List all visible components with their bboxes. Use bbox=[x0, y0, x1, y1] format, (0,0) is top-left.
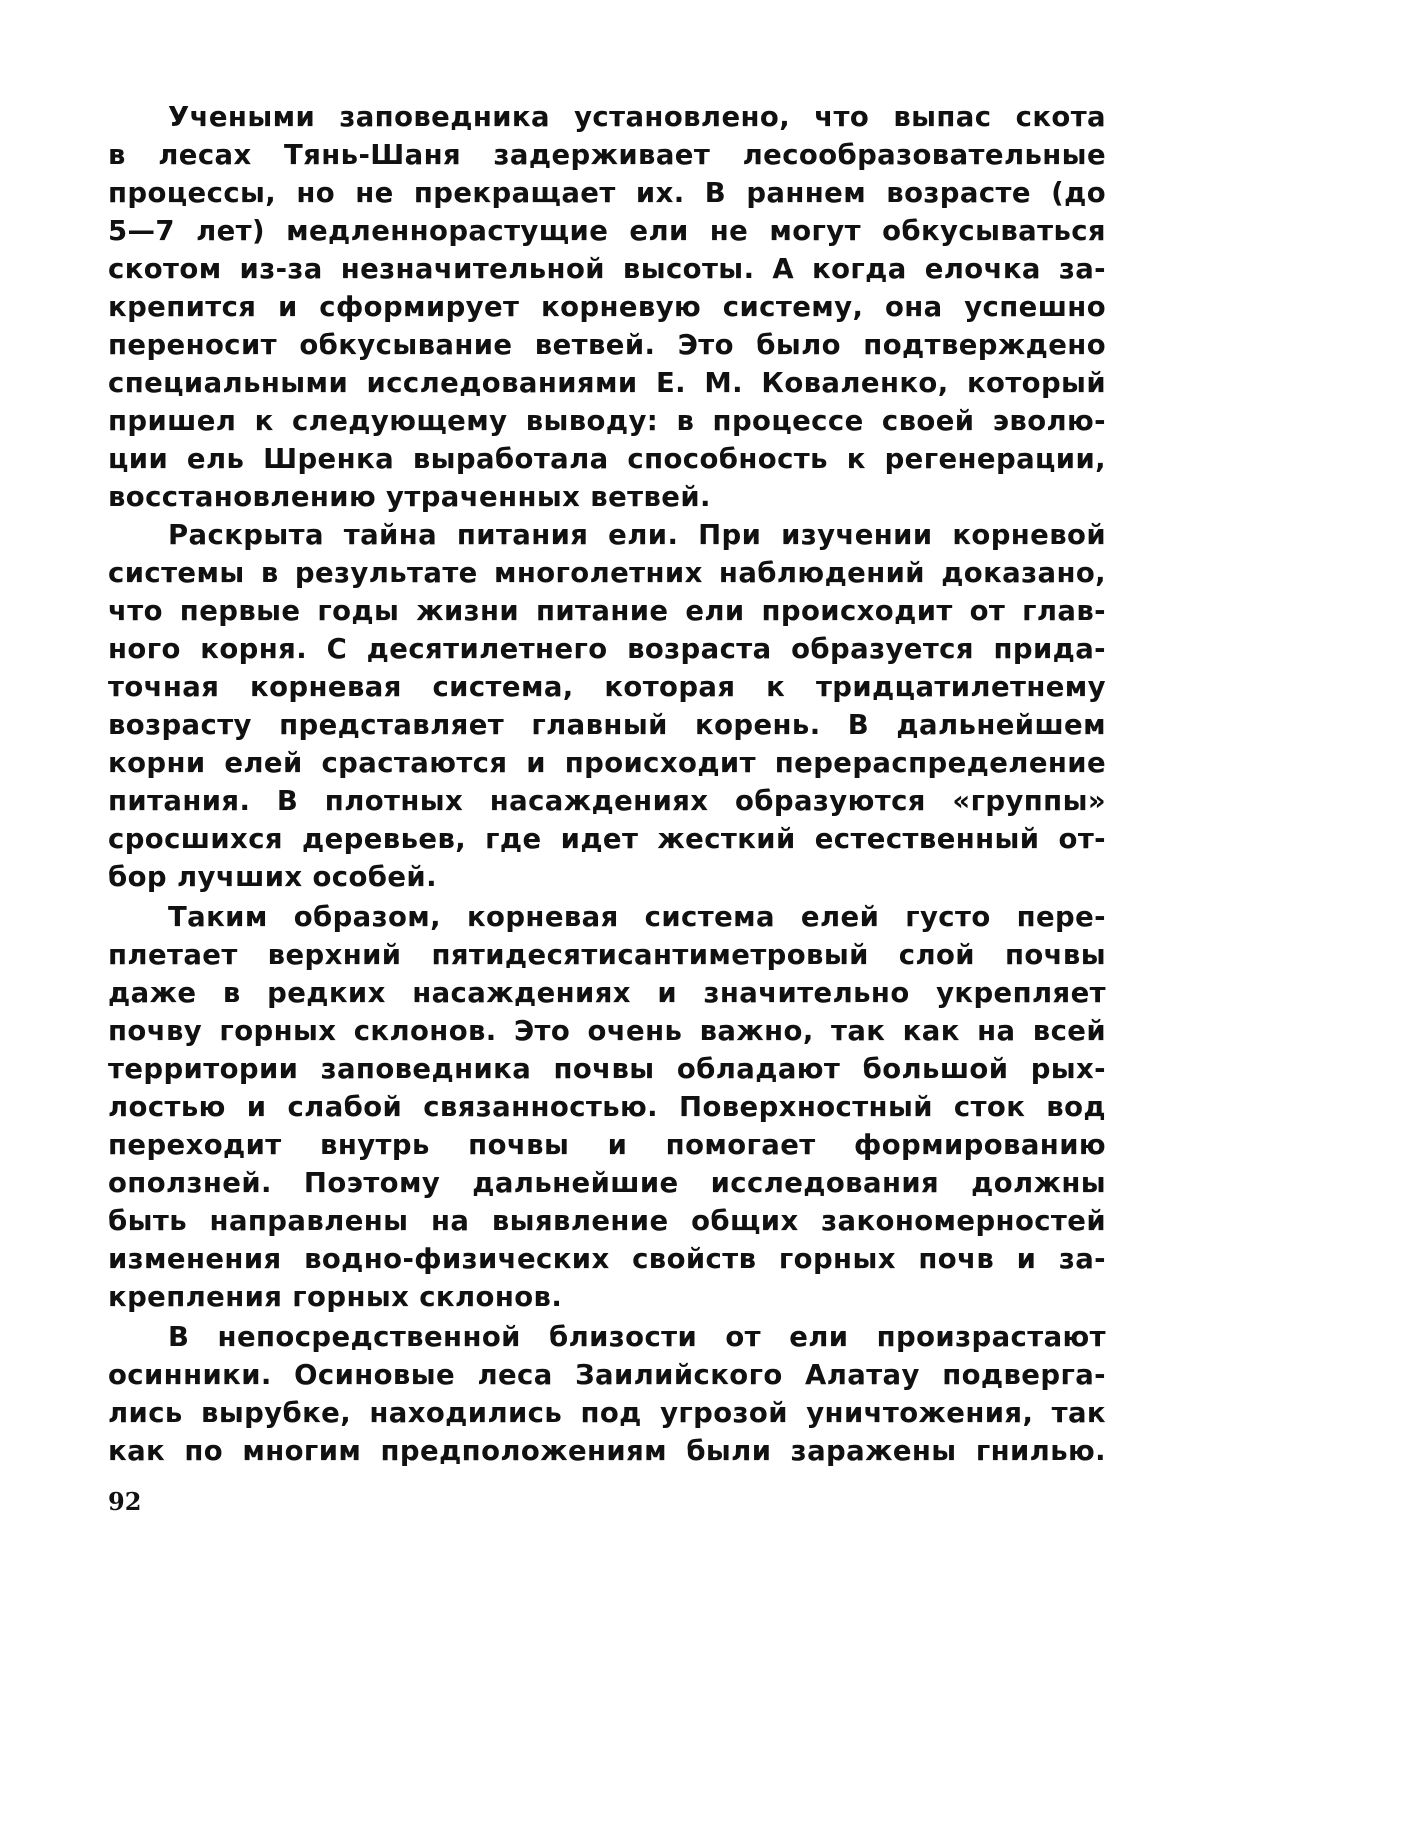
text-line: крепится и сформирует корневую систему, она успешно bbox=[108, 291, 1106, 323]
text-line: 5—7 лет) медленнорастущие ели не могут обкусываться bbox=[108, 215, 1106, 247]
text-line: Раскрыта тайна питания ели. При изучении корневой bbox=[168, 519, 1106, 551]
text-line: даже в редких насаждениях и значительно укрепляет bbox=[108, 977, 1106, 1009]
text-line: переходит внутрь почвы и помогает формированию bbox=[108, 1129, 1106, 1161]
text-line: возрасту представляет главный корень. В дальнейшем bbox=[108, 709, 1106, 741]
text-line: питания. В плотных насаждениях образуются «группы» bbox=[108, 785, 1106, 817]
text-line: быть направлены на выявление общих закономерностей bbox=[108, 1205, 1106, 1237]
text-line: лись вырубке, находились под угрозой уничтожения, так bbox=[108, 1397, 1106, 1429]
text-line: В непосредственной близости от ели произрастают bbox=[168, 1321, 1106, 1353]
text-line: точная корневая система, которая к тридцатилетнему bbox=[108, 671, 1106, 703]
text-line: крепления горных склонов. bbox=[108, 1281, 563, 1313]
text-line: ции ель Шренка выработала способность к регенерации, bbox=[108, 443, 1106, 475]
text-line: Учеными заповедника установлено, что выпас скота bbox=[168, 101, 1106, 133]
text-line: в лесах Тянь-Шаня задерживает лесообразовательные bbox=[108, 139, 1106, 171]
text-line: территории заповедника почвы обладают большой рых- bbox=[108, 1053, 1106, 1085]
text-line: процессы, но не прекращает их. В раннем возрасте (до bbox=[108, 177, 1106, 209]
text-line: скотом из-за незначительной высоты. А когда елочка за- bbox=[108, 253, 1106, 285]
text-line: что первые годы жизни питание ели происходит от глав- bbox=[108, 595, 1106, 627]
text-line: осинники. Осиновые леса Заилийского Алатау подверга- bbox=[108, 1359, 1106, 1391]
text-line: восстановлению утраченных ветвей. bbox=[108, 481, 711, 513]
text-line: переносит обкусывание ветвей. Это было подтверждено bbox=[108, 329, 1106, 361]
text-line: ного корня. С десятилетнего возраста образуется прида- bbox=[108, 633, 1106, 665]
text-line: бор лучших особей. bbox=[108, 861, 437, 893]
text-line: специальными исследованиями Е. М. Коваленко, который bbox=[108, 367, 1106, 399]
text-line: Таким образом, корневая система елей густо пере- bbox=[168, 901, 1106, 933]
text-line: лостью и слабой связанностью. Поверхностный сток вод bbox=[108, 1091, 1106, 1123]
text-line: корни елей срастаются и происходит перераспределение bbox=[108, 747, 1106, 779]
text-line: как по многим предположениям были заражены гнилью. bbox=[108, 1435, 1106, 1467]
text-line: оползней. Поэтому дальнейшие исследования должны bbox=[108, 1167, 1106, 1199]
text-line: пришел к следующему выводу: в процессе своей эволю- bbox=[108, 405, 1106, 437]
text-line: плетает верхний пятидесятисантиметровый слой почвы bbox=[108, 939, 1106, 971]
text-line: системы в результате многолетних наблюдений доказано, bbox=[108, 557, 1106, 589]
text-line: сросшихся деревьев, где идет жесткий естественный от- bbox=[108, 823, 1106, 855]
text-line: почву горных склонов. Это очень важно, так как на всей bbox=[108, 1015, 1106, 1047]
text-line: изменения водно-физических свойств горных почв и за- bbox=[108, 1243, 1106, 1275]
page-number: 92 bbox=[108, 1487, 142, 1516]
